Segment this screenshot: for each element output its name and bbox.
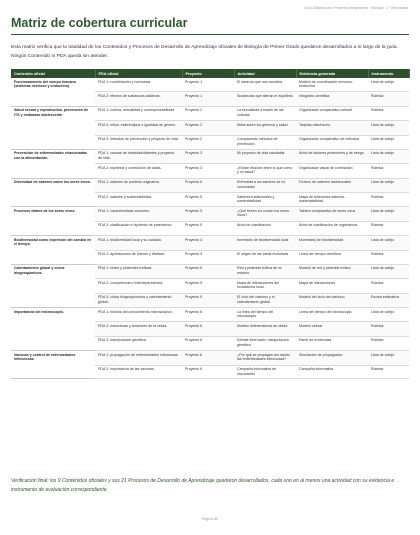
instrument-cell: Rúbrica [368, 322, 409, 336]
content-cell: Procesos vitales de los seres vivos. [11, 207, 95, 236]
pda-cell: PDA 3: métodos de prevención y proyecto de vida. [95, 135, 182, 149]
table-row [11, 236, 409, 250]
activity-cell: Comparando métodos de prevención [234, 135, 296, 149]
activity-cell: Saberes tradicionales y sustentabilidad [234, 193, 296, 207]
project-cell: Proyecto 3 [182, 149, 234, 163]
pda-cell: PDA 1: saberes de pueblos originarios. [95, 178, 182, 192]
activity-cell: Sustancias que alteran el equilibrio [234, 92, 296, 106]
activity-cell: Mapa de interacciones del ecosistema local [234, 279, 296, 293]
project-cell: Proyecto 2 [182, 121, 234, 135]
pda-cell: PDA 1: redes y pirámides tróficas. [95, 264, 182, 278]
project-cell: Proyecto 1 [182, 92, 234, 106]
project-cell: Proyecto 5 [182, 279, 234, 293]
instrument-cell: Lista de cotejo [368, 308, 409, 322]
instrument-cell: Lista de cotejo [368, 121, 409, 135]
content-cell: Vacunas y control de enfermedades infecciosas. [11, 351, 95, 378]
pda-cell: PDA 3: manipulación genética. [95, 336, 182, 350]
pda-cell: PDA 1: causas de obesidad/diabetes y proyecto de vida. [95, 149, 182, 163]
project-cell: Proyecto 6 [182, 322, 234, 336]
evidence-cell: Línea del tiempo del microscopio [296, 308, 368, 322]
evidence-cell: Modelo de coordinación nervioso-endocrina [296, 78, 368, 92]
project-cell: Proyecto 6 [182, 351, 234, 365]
activity-cell: Debate informado: manipulación genética [234, 336, 296, 350]
evidence-cell: Panel de evidencias [296, 336, 368, 350]
instrument-cell: Lista de cotejo [368, 236, 409, 250]
activity-cell: El origen de las ideas evolutivas [234, 250, 296, 264]
pda-cell: PDA 2: aportaciones de Darwin y Wallace. [95, 250, 182, 264]
instrument-cell: Lista de cotejo [368, 264, 409, 278]
activity-cell: ¿Existe relación entre lo que como y mi salud? [234, 164, 296, 178]
instrument-cell: Rúbrica [368, 336, 409, 350]
content-cell: Calentamiento global y ciclos biogeoquímicos. [11, 264, 95, 307]
project-cell: Proyecto 1 [182, 78, 234, 92]
activity-cell: ¿Por qué se propagan tan rápido las enfermedades infecciosas? [234, 351, 296, 365]
column-header-instrument: Instrumento [368, 69, 409, 78]
evidence-cell: Modelo del ciclo del carbono [296, 293, 368, 307]
instrument-cell: Lista de cotejo [368, 135, 409, 149]
table-row [11, 149, 409, 163]
verification-note: Verificación final: los 9 Contenidos oficiales y sus 21 Procesos de Desarrollo de Aprendizaje quedaron desarrollados, cada uno en al menos una actividad con su evidencia e instrumento de evaluación correspondiente. [11, 478, 395, 493]
table-row [11, 207, 409, 221]
project-cell: Proyecto 5 [182, 207, 234, 221]
evidence-cell: Organizador comparativo de métodos [296, 135, 368, 149]
column-header-pda: PDA oficial [95, 69, 182, 78]
content-cell: Salud sexual y reproductiva, prevención de ITS y embarazo adolescente. [11, 106, 95, 149]
pda-cell: PDA 3: ciclos biogeoquímicos y calentamiento global. [95, 293, 182, 307]
pda-cell: PDA 1: cultura, sexualidad y corresponsabilidad. [95, 106, 182, 120]
pda-cell: PDA 1: propagación de enfermedades infecciosas. [95, 351, 182, 365]
pda-cell: PDA 2: competencia e interdependencia. [95, 279, 182, 293]
evidence-cell: Modelo de red y pirámide trófica [296, 264, 368, 278]
project-cell: Proyecto 2 [182, 106, 234, 120]
evidence-cell: Organizador visual de correlación [296, 164, 368, 178]
pda-cell: PDA 2: saberes y sustentabilidad. [95, 193, 182, 207]
evidence-cell: Mapa de relaciones saberes-sustentabilidad [296, 193, 368, 207]
pda-cell: PDA 2: estructuras y funciones de la célula. [95, 322, 182, 336]
pda-cell: PDA 1: características comunes. [95, 207, 182, 221]
evidence-cell: Campaña informativa [296, 365, 368, 378]
instrument-cell: Rúbrica [368, 221, 409, 235]
column-header-activity: Actividad [234, 69, 296, 78]
evidence-cell: Tablero comparativo de seres vivos [296, 207, 368, 221]
instrument-cell: Lista de cotejo [368, 351, 409, 365]
activity-cell: El ciclo del carbono y el calentamiento global [234, 293, 296, 307]
table-row [11, 351, 409, 365]
activity-cell: Mi proyecto de vida saludable [234, 149, 296, 163]
coverage-matrix-table [11, 69, 410, 379]
evidence-cell: Árbol de factores protectores y de riesgo [296, 149, 368, 163]
project-cell: Proyecto 6 [182, 365, 234, 378]
instrument-cell: Rúbrica [368, 279, 409, 293]
content-cell: Funcionamiento del cuerpo humano (sistemas nervioso y endocrino). [11, 78, 95, 106]
content-cell: Importancia del microscopio. [11, 308, 95, 351]
evidence-cell: Árbol de clasificación de organismos [296, 221, 368, 235]
instrument-cell: Lista de cotejo [368, 149, 409, 163]
table-row [11, 264, 409, 278]
column-header-evidence: Evidencia generada [296, 69, 368, 78]
instrument-cell: Rúbrica [368, 193, 409, 207]
activity-cell: Mitos sobre los géneros y salud [234, 121, 296, 135]
instrument-cell: Lista de cotejo [368, 78, 409, 92]
instrument-cell: Escala estimativa [368, 293, 409, 307]
running-header: Guía Didáctica por Proyectos Integradores · Biología · 1° Secundaria [304, 6, 408, 10]
activity-cell: Inventario de biodiversidad local [234, 236, 296, 250]
content-cell: Biodiversidad como expresión del cambio en el tiempo. [11, 236, 95, 265]
intro-paragraph: Esta matriz verifica que la totalidad de los Contenidos y Procesos de Desarrollo de Aprendizaje oficiales de Biología de Primer Grado quedaron desarrollados a lo largo de la guía. Ningún Contenido ni PDA queda sin atender. [11, 45, 398, 59]
page-number: Página 80 [201, 517, 219, 521]
evidence-cell: Simulación de propagación [296, 351, 368, 365]
project-cell: Proyecto 5 [182, 193, 234, 207]
activity-cell: La sexualidad a través de las culturas [234, 106, 296, 120]
activity-cell: Modelo tridimensional de célula [234, 322, 296, 336]
title-divider [11, 34, 409, 35]
column-header-project: Proyecto [182, 69, 234, 78]
activity-cell: Árbol de clasificación [234, 221, 296, 235]
project-cell: Proyecto 6 [182, 308, 234, 322]
project-cell: Proyecto 2 [182, 135, 234, 149]
instrument-cell: Rúbrica [368, 164, 409, 178]
project-cell: Proyecto 5 [182, 293, 234, 307]
activity-cell: Entrevista a los saberes de mi comunidad [234, 178, 296, 192]
pda-cell: PDA 1: biodiversidad local y su cuidado. [95, 236, 182, 250]
instrument-cell: Rúbrica [368, 250, 409, 264]
activity-cell: La línea del tiempo del microscopio [234, 308, 296, 322]
table-body [11, 78, 409, 378]
instrument-cell: Rúbrica [368, 106, 409, 120]
instrument-cell: Lista de cotejo [368, 178, 409, 192]
project-cell: Proyecto 6 [182, 336, 234, 350]
instrument-cell: Rúbrica [368, 92, 409, 106]
page-title: Matriz de cobertura curricular [11, 16, 188, 30]
instrument-cell: Rúbrica [368, 365, 409, 378]
table-row [11, 308, 409, 322]
project-cell: Proyecto 5 [182, 264, 234, 278]
pda-cell: PDA 2: importancia de las vacunas. [95, 365, 182, 378]
evidence-cell: Línea del tiempo científica [296, 250, 368, 264]
evidence-cell: Modelo celular [296, 322, 368, 336]
evidence-cell: Mapa de interacciones [296, 279, 368, 293]
pda-cell: PDA 2: hipótesis y correlación de datos. [95, 164, 182, 178]
activity-cell: El sistema que nos coordina [234, 78, 296, 92]
project-cell: Proyecto 5 [182, 221, 234, 235]
project-cell: Proyecto 4 [182, 250, 234, 264]
project-cell: Proyecto 4 [182, 236, 234, 250]
evidence-cell: Fichero de saberes tradicionales [296, 178, 368, 192]
pda-cell: PDA 2: efectos de sustancias adictivas. [95, 92, 182, 106]
evidence-cell: Tarjetas mito/hecho [296, 121, 368, 135]
evidence-cell: Organizador comparativo cultural [296, 106, 368, 120]
pda-cell: PDA 2: clasificación e hipótesis de parentesco. [95, 221, 182, 235]
pda-cell: PDA 2: mitos, estereotipos e igualdad de género. [95, 121, 182, 135]
content-cell: Diversidad de saberes sobre los seres vivos. [11, 178, 95, 207]
project-cell: Proyecto 3 [182, 164, 234, 178]
pda-cell: PDA 1: coordinación y hormonas. [95, 78, 182, 92]
project-cell: Proyecto 5 [182, 178, 234, 192]
activity-cell: Campaña informativa de vacunación [234, 365, 296, 378]
instrument-cell: Lista de cotejo [368, 207, 409, 221]
activity-cell: Red y pirámide trófica de mi entorno [234, 264, 296, 278]
evidence-cell: Muestrario de biodiversidad [296, 236, 368, 250]
table-row [11, 178, 409, 192]
column-header-content: Contenido oficial [11, 69, 95, 78]
table-row [11, 78, 409, 92]
content-cell: Prevención de enfermedades relacionadas con la alimentación. [11, 149, 95, 178]
evidence-cell: Infografía científica [296, 92, 368, 106]
pda-cell: PDA 1: historia del conocimiento microscópico. [95, 308, 182, 322]
table-header-row [11, 69, 409, 78]
table-row [11, 106, 409, 120]
activity-cell: ¿Qué tienen en común los seres vivos? [234, 207, 296, 221]
